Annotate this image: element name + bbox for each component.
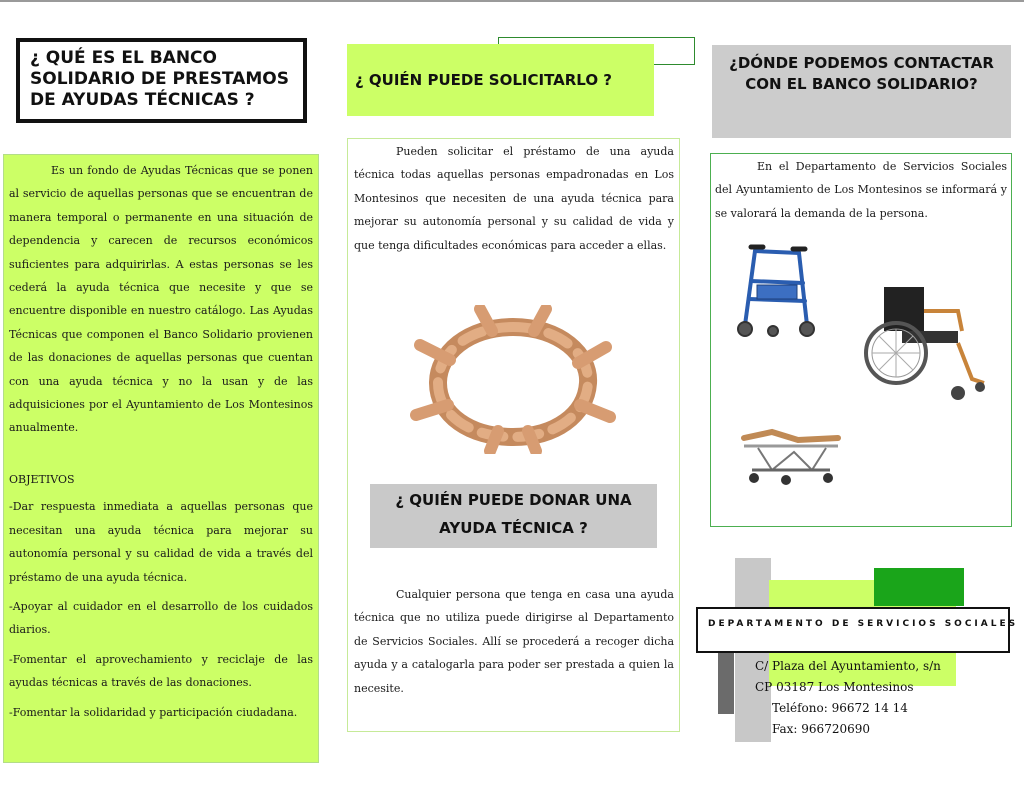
who-can-donate-text-block	[354, 583, 674, 700]
hospital-bed-image	[738, 418, 844, 488]
hands-circle-icon	[410, 305, 616, 454]
hands-circle-image	[410, 305, 616, 454]
top-rule	[0, 0, 1024, 2]
who-can-donate-title: ¿ QUIÉN PUEDE DONAR UNA AYUDA TÉCNICA ?	[370, 484, 657, 548]
who-can-request-text: Pueden solicitar el préstamo de una ayuda técnica todas aquellas personas empadronadas en Los Montesinos que necesiten de una ayuda técnica para mejorar su autonomía personal y su calidad de vida y que tenga dificultades económicas para acceder a ellas.	[354, 145, 674, 252]
objectives-heading: OBJETIVOS	[9, 472, 75, 486]
address	[755, 656, 941, 698]
what-is-text: Es un fondo de Ayudas Técnicas que se ponen al servicio de aquellas personas que se encuentran de manera temporal o permanente en una situación de dependencia y carecen de recursos económicos suficientes para adquirirlas. A estas personas se les cederá la ayuda técnica que necesite y que se encuentre disponible en nuestro catálogo. Las Ayudas Técnicas que componen el Banco Solidario provienen de las donaciones de aquellas personas que cuentan con una ayuda técnica y no la usan y de las adquisiciones por el Ayuntamiento de Los Montesinos anualmente.	[9, 164, 313, 435]
walker-image	[733, 241, 821, 340]
where-contact-title: ¿DÓNDE PODEMOS CONTACTAR CON EL BANCO SOLIDARIO?	[712, 45, 1011, 138]
what-is-panel	[3, 154, 319, 763]
objective-item: -Apoyar al cuidador en el desarrollo de los cuidados diarios.	[9, 599, 313, 637]
where-contact-text-block	[715, 155, 1007, 225]
wheelchair-image	[862, 279, 990, 407]
who-can-request-title: ¿ QUIÉN PUEDE SOLICITARLO ?	[347, 44, 654, 116]
address-line-1: C/ Plaza del Ayuntamiento, s/n	[755, 659, 941, 673]
who-can-request-text-block	[354, 140, 674, 257]
what-is-title: ¿ QUÉ ES EL BANCO SOLIDARIO DE PRESTAMOS DE AYUDAS TÉCNICAS ?	[16, 38, 307, 123]
phone-number: Teléfono: 96672 14 14	[772, 701, 908, 715]
fax-number: Fax: 966720690	[772, 722, 871, 736]
contact-numbers	[772, 698, 908, 740]
decorative-green-block	[874, 568, 964, 606]
walker-icon	[733, 241, 821, 340]
address-line-2: CP 03187 Los Montesinos	[755, 680, 914, 694]
who-can-donate-text: Cualquier persona que tenga en casa una ayuda técnica que no utiliza puede dirigirse al Departamento de Servicios Sociales. Allí se procederá a recoger dicha ayuda y a catalogarla para poder ser prestada a quien la necesite.	[354, 588, 674, 695]
where-contact-text: En el Departamento de Servicios Sociales del Ayuntamiento de Los Montesinos se informará y se valorará la demanda de la persona.	[715, 160, 1007, 220]
objective-item: -Fomentar la solidaridad y participación ciudadana.	[9, 705, 298, 719]
hospital-bed-icon	[738, 418, 844, 488]
wheelchair-icon	[862, 279, 990, 407]
department-banner: DEPARTAMENTO DE SERVICIOS SOCIALES	[696, 607, 1010, 653]
objective-item: -Dar respuesta inmediata a aquellas personas que necesitan una ayuda técnica para mejorar su autonomía personal y su calidad de vida a través del préstamo de una ayuda técnica.	[9, 500, 313, 584]
objective-item: -Fomentar el aprovechamiento y reciclaje de las ayudas técnicas a través de las donaciones.	[9, 652, 313, 690]
